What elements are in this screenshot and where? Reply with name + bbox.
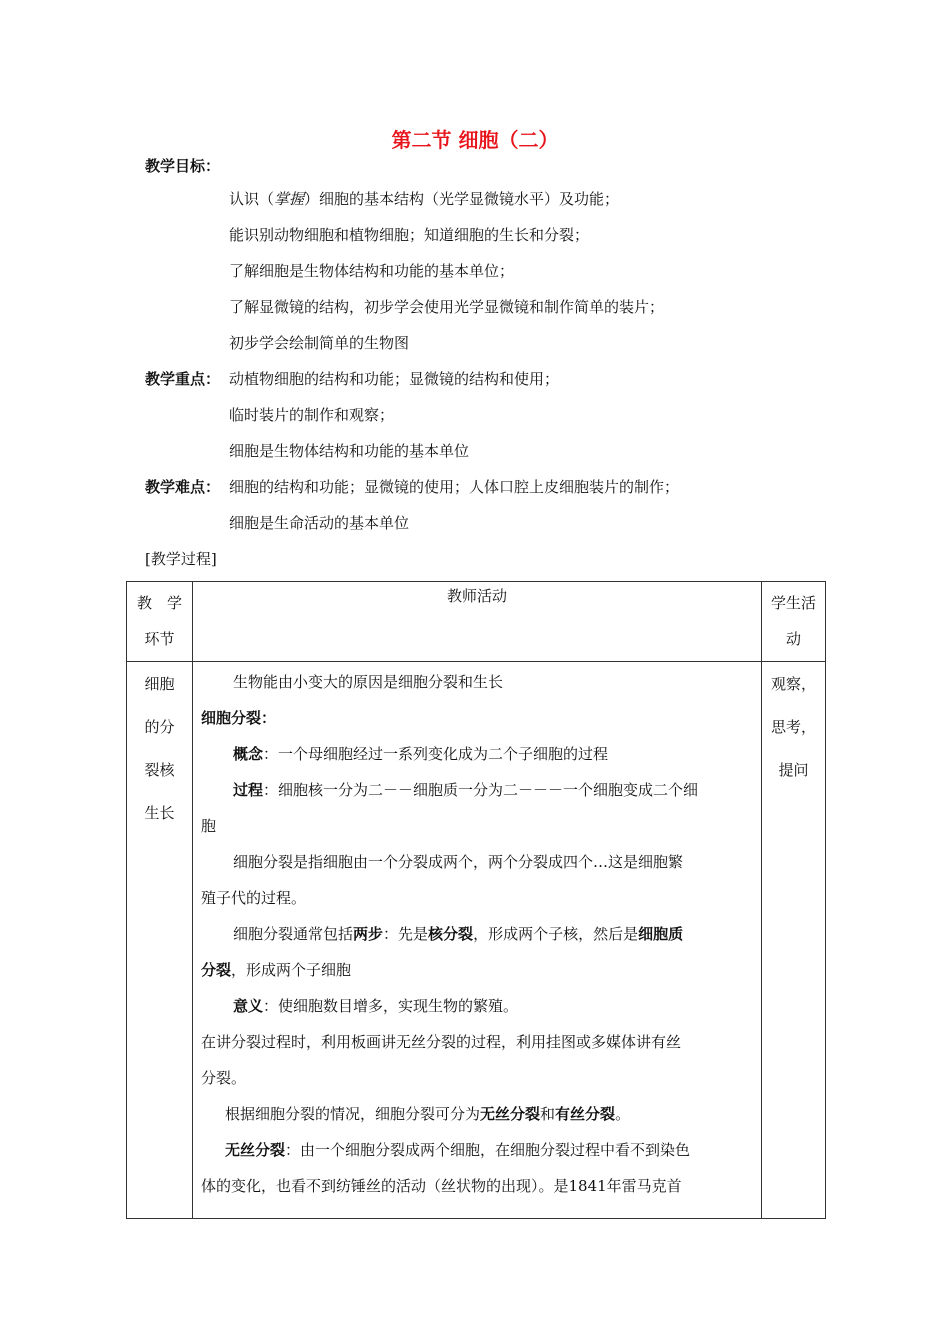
student-line: 思考， [770, 718, 816, 736]
page-title: 第二节 细胞（二） [391, 128, 559, 152]
header-stage-line: 教 学 [136, 594, 182, 612]
process-label: [教学过程] [145, 550, 217, 568]
activity-paragraph: 体的变化，也看不到纺锤丝的活动（丝状物的出现）。是1841年雷马克首 [201, 1177, 682, 1195]
objective-item: 初步学会绘制简单的生物图 [229, 334, 410, 352]
objective-item: 了解显微镜的结构，初步学会使用光学显微镜和制作简单的装片； [229, 298, 665, 316]
student-activity-cell [762, 662, 826, 1219]
objectives-label: 教学目标： [145, 157, 221, 175]
stage-line: 裂核 [144, 761, 175, 779]
objective-item: 了解细胞是生物体结构和功能的基本单位； [229, 262, 515, 280]
activity-paragraph: 分裂。 [201, 1069, 247, 1087]
header-student-line: 动 [785, 630, 801, 648]
header-stage-line: 环节 [144, 630, 175, 648]
objective-item: 认识（掌握）细胞的基本结构（光学显微镜水平）及功能； [229, 190, 620, 208]
objective-item: 能识别动物细胞和植物细胞；知道细胞的生长和分裂； [229, 226, 590, 244]
stage-line: 的分 [144, 718, 175, 736]
activity-paragraph: 分裂，形成两个子细胞 [201, 961, 352, 979]
activity-paragraph: 过程：细胞核一分为二－－细胞质一分为二－－－一个细胞变成二个细 [233, 781, 699, 799]
difficulties-label: 教学难点： [145, 478, 221, 496]
activity-paragraph: 殖子代的过程。 [201, 889, 307, 907]
difficulty-item: 细胞是生命活动的基本单位 [229, 514, 410, 532]
student-line: 观察， [770, 675, 816, 693]
table-header-row [127, 582, 826, 662]
header-student [762, 582, 826, 662]
activity-paragraph: 在讲分裂过程时，利用板画讲无丝分裂的过程，利用挂图或多媒体讲有丝 [201, 1033, 682, 1051]
key-point-item: 临时装片的制作和观察； [229, 406, 395, 424]
teacher-activity-cell [193, 662, 762, 1219]
key-points-label: 教学重点： [145, 370, 221, 388]
activity-paragraph: 无丝分裂：由一个细胞分裂成两个细胞，在细胞分裂过程中看不到染色 [225, 1141, 691, 1159]
activity-paragraph: 细胞分裂是指细胞由一个分裂成两个，两个分裂成四个…这是细胞繁 [233, 853, 684, 871]
activity-paragraph: 细胞分裂通常包括两步：先是核分裂，形成两个子核，然后是细胞质 [233, 925, 684, 943]
activity-paragraph: 胞 [201, 817, 217, 835]
activity-paragraph: 意义：使细胞数目增多，实现生物的繁殖。 [233, 997, 519, 1015]
activity-heading: 细胞分裂： [201, 709, 277, 727]
activity-paragraph: 概念：一个母细胞经过一系列变化成为二个子细胞的过程 [233, 745, 609, 763]
key-point-item: 细胞是生物体结构和功能的基本单位 [229, 442, 470, 460]
stage-line: 生长 [144, 804, 175, 822]
stage-line: 细胞 [144, 675, 175, 693]
activity-paragraph: 生物能由小变大的原因是细胞分裂和生长 [233, 673, 504, 691]
header-student-line: 学生活 [770, 594, 816, 612]
difficulty-item: 细胞的结构和功能；显微镜的使用；人体口腔上皮细胞装片的制作； [229, 478, 680, 496]
stage-cell [127, 662, 193, 1219]
key-point-item: 动植物细胞的结构和功能；显微镜的结构和使用； [229, 370, 560, 388]
student-line: 提问 [778, 761, 809, 779]
header-teacher: 教师活动 [193, 582, 762, 662]
header-stage [127, 582, 193, 662]
activity-paragraph: 根据细胞分裂的情况，细胞分裂可分为无丝分裂和有丝分裂。 [225, 1105, 631, 1123]
table-row [127, 662, 826, 1219]
lesson-table [126, 581, 826, 1219]
